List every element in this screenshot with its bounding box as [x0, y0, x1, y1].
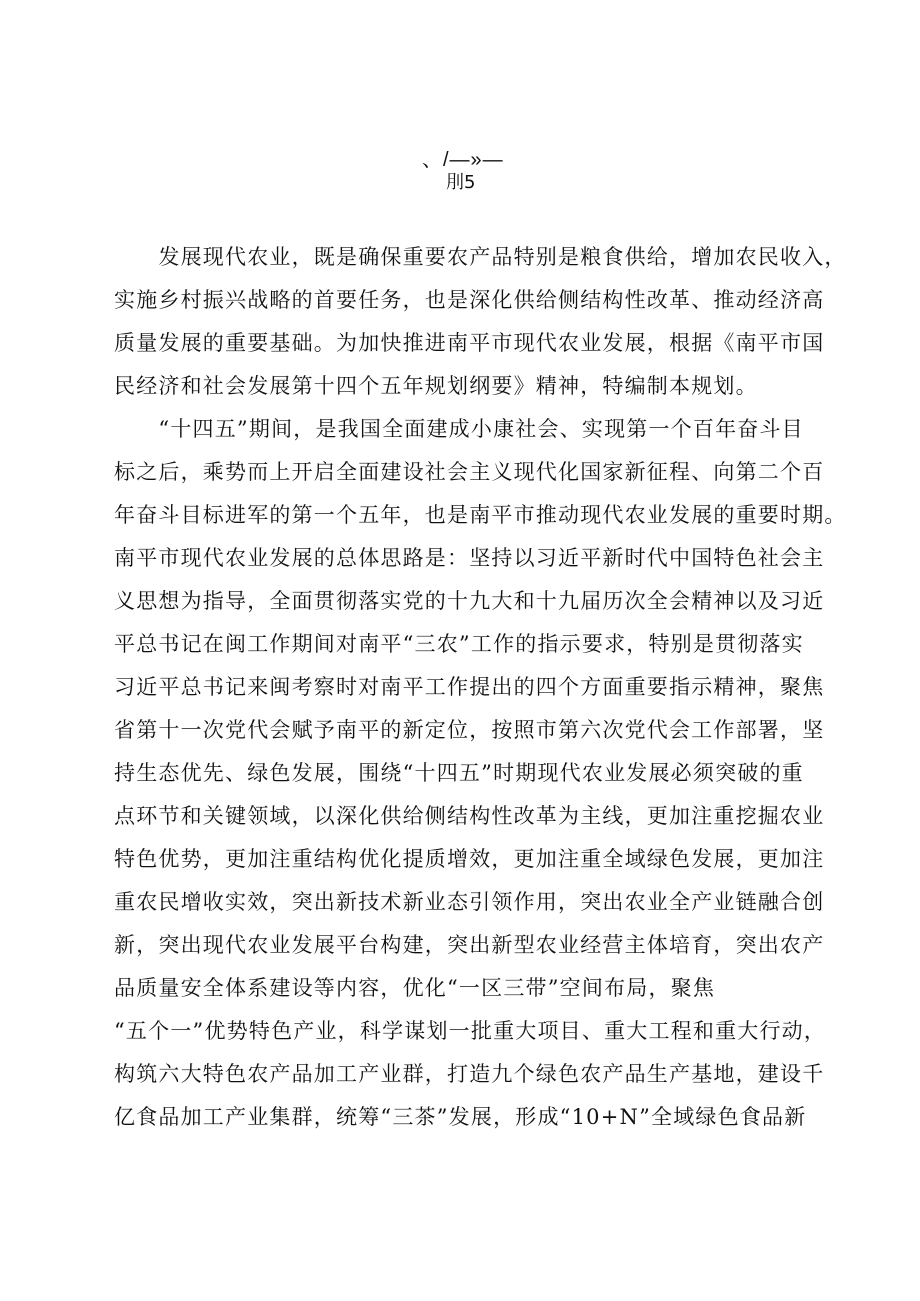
heading-title: 刖5 [446, 172, 476, 193]
text-line: 发展现代农业，既是确保重要农产品特别是粮食供给，增加农民收入， [114, 245, 847, 269]
text-line: 省第十一次党代会赋予南平的新定位，按照市第六次党代会工作部署，坚 [114, 718, 825, 742]
text-line: 新，突出现代农业发展平台构建，突出新型农业经营主体培育，突出农产 [114, 933, 825, 957]
text-line: 特色优势，更加注重结构优化提质增效，更加注重全域绿色发展，更加注 [114, 847, 825, 871]
text-line: 民经济和社会发展第十四个五年规划纲要》精神，特编制本规划。 [114, 374, 758, 398]
text-line: “五个一”优势特色产业，科学谋划一批重大项目、重大工程和重大行动， [114, 1019, 827, 1043]
text-line: “十四五”期间，是我国全面建成小康社会、实现第一个百年奋斗目 [114, 417, 804, 441]
text-line: 构筑六大特色农产品加工产业群，打造九个绿色农产品生产基地，建设千 [114, 1062, 825, 1086]
text-line: 义思想为指导，全面贯彻落实党的十九大和十九届历次全会精神以及习近 [114, 589, 825, 613]
text-line: 亿食品加工产业集群，统筹“三茶”发展，形成“10+N”全域绿色食品新 [114, 1105, 807, 1129]
text-line: 实施乡村振兴战略的首要任务，也是深化供给侧结构性改革、推动经济高 [114, 288, 825, 312]
text-line: 习近平总书记来闽考察时对南平工作提出的四个方面重要指示精神，聚焦 [114, 675, 825, 699]
text-line: 质量发展的重要基础。为加快推进南平市现代农业发展，根据《南平市国 [114, 331, 825, 355]
heading-garbled: 、/—»— [422, 149, 504, 171]
text-line: 重农民增收实效，突出新技术新业态引领作用，突出农业全产业链融合创 [114, 890, 825, 914]
text-line: 南平市现代农业发展的总体思路是：坚持以习近平新时代中国特色社会主 [114, 546, 825, 570]
text-line: 平总书记在闽工作期间对南平“三农”工作的指示要求，特别是贯彻落实 [114, 632, 804, 656]
text-line: 持生态优先、绿色发展，围绕“十四五”时期现代农业发展必须突破的重 [114, 761, 804, 785]
text-line: 年奋斗目标进军的第一个五年，也是南平市推动现代农业发展的重要时期。 [114, 503, 847, 527]
text-line: 品质量安全体系建设等内容，优化“一区三带”空间布局，聚焦 [114, 976, 716, 1000]
text-line: 点环节和关键领域，以深化供给侧结构性改革为主线，更加注重挖掘农业 [114, 804, 825, 828]
text-line: 标之后，乘势而上开启全面建设社会主义现代化国家新征程、向第二个百 [114, 460, 825, 484]
